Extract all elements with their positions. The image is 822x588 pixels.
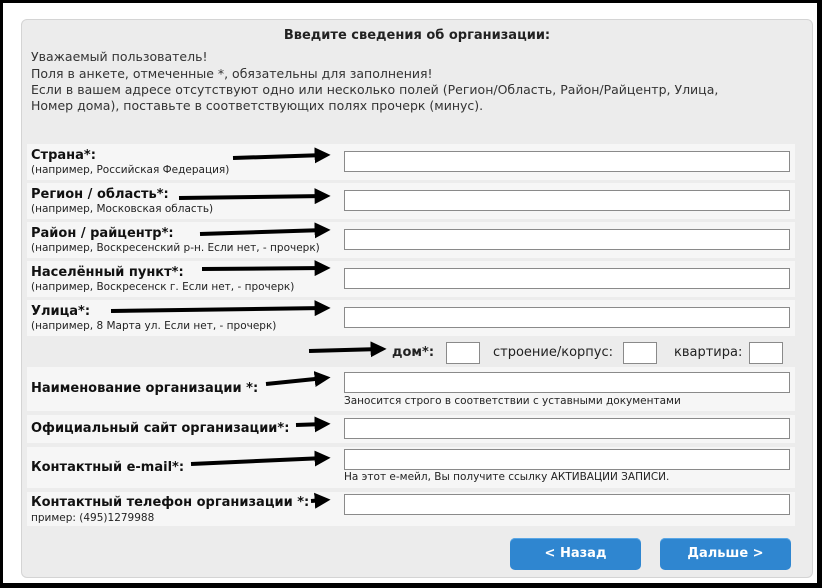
website-label: Официальный сайт организации*: xyxy=(31,421,290,436)
org-name-note: Заносится строго в соответствии с уставными документами xyxy=(344,395,681,407)
arrow-district xyxy=(200,230,325,234)
house-label: дом*: xyxy=(392,345,435,360)
next-button[interactable]: Дальше > xyxy=(660,538,791,570)
intro-line-4: Номер дома), поставьте в соответствующих полях прочерк (минус). xyxy=(31,98,484,113)
arrow-org-name xyxy=(266,378,325,384)
annotation-arrows xyxy=(3,3,817,583)
region-hint: (например, Московская область) xyxy=(31,203,214,215)
intro-line-3: Если в вашем адресе отсутствуют одно или несколько полей (Регион/Область, Район/Райцентр, Улица, xyxy=(31,82,719,97)
region-label: Регион / область*: xyxy=(31,187,169,202)
arrow-country xyxy=(233,155,325,158)
arrow-house xyxy=(309,349,381,351)
street-hint: (например, 8 Марта ул. Если нет, - прочерк) xyxy=(31,320,277,332)
phone-label: Контактный телефон организации *: xyxy=(31,495,310,510)
intro-line-1: Уважаемый пользователь! xyxy=(31,49,208,64)
form-title: Введите сведения об организации: xyxy=(283,28,551,43)
country-label: Страна*: xyxy=(31,148,96,163)
street-label: Улица*: xyxy=(31,304,91,319)
window-frame xyxy=(3,3,817,583)
district-hint: (например, Воскресенский р-н. Если нет, - прочерк) xyxy=(31,242,320,254)
arrow-locality xyxy=(202,268,325,269)
email-note: На этот е-мейл, Вы получите ссылку АКТИВАЦИИ ЗАПИСИ. xyxy=(344,471,670,483)
locality-label: Населённый пункт*: xyxy=(31,265,184,280)
arrow-street xyxy=(111,308,325,311)
intro-line-2: Поля в анкете, отмеченные *, обязательны для заполнения! xyxy=(31,66,433,81)
building-label: строение/корпус: xyxy=(493,345,614,360)
arrow-email xyxy=(191,458,325,464)
district-label: Район / райцентр*: xyxy=(31,226,174,241)
arrow-website xyxy=(296,424,325,425)
org-name-label: Наименование организации *: xyxy=(31,381,259,396)
country-hint: (например, Российская Федерация) xyxy=(31,164,230,176)
locality-hint: (например, Воскресенск г. Если нет, - прочерк) xyxy=(31,281,295,293)
back-button[interactable]: < Назад xyxy=(510,538,641,570)
phone-hint: пример: (495)1279988 xyxy=(31,512,155,524)
arrow-phone xyxy=(311,500,325,501)
arrow-region xyxy=(179,196,325,198)
email-label: Контактный e-mail*: xyxy=(31,460,185,475)
apartment-label: квартира: xyxy=(674,345,743,360)
